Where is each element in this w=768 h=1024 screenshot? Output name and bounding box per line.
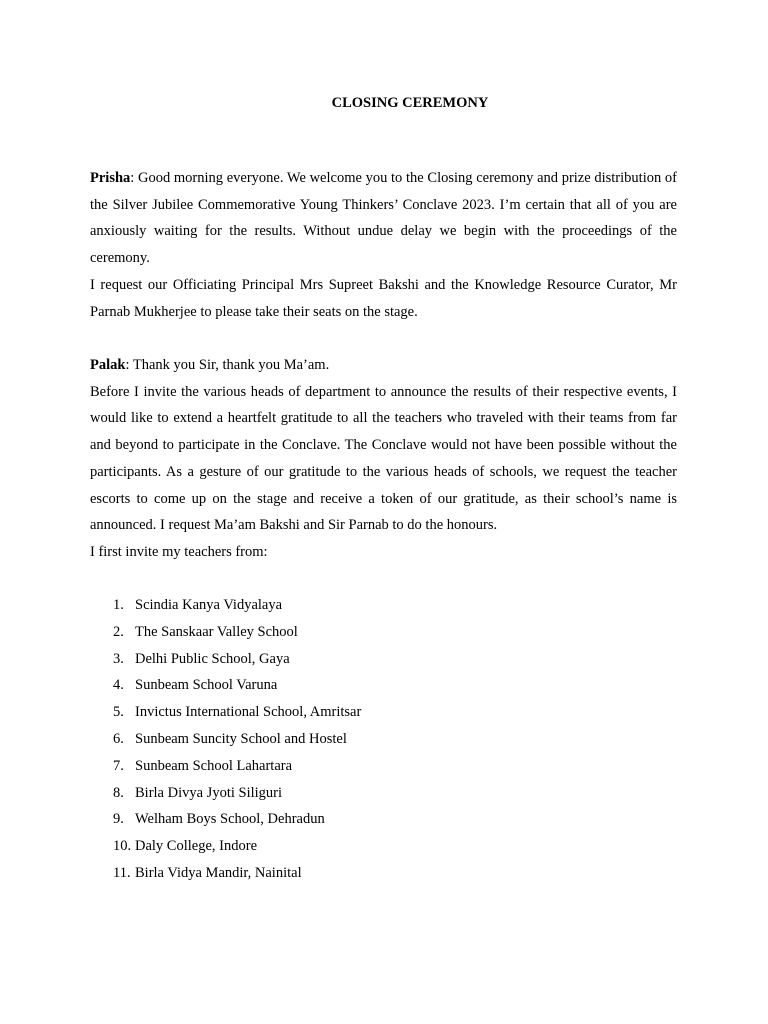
- school-name: Sunbeam Suncity School and Hostel: [135, 730, 347, 747]
- list-item-number: 8.: [113, 784, 124, 801]
- palak-greeting-paragraph: [90, 352, 677, 379]
- list-item: [90, 726, 590, 753]
- list-item-number: 1.: [113, 597, 124, 613]
- school-name: Birla Vidya Mandir, Nainital: [135, 864, 302, 881]
- school-name: Scindia Kanya Vidyalaya: [135, 597, 283, 613]
- list-item: [90, 753, 590, 780]
- list-item-number: 6.: [113, 730, 124, 747]
- prisha-paragraph: [90, 165, 677, 272]
- palak-text: : Thank you Sir, thank you Ma’am.: [125, 357, 330, 373]
- list-item: [90, 592, 590, 619]
- list-item: [90, 806, 590, 833]
- list-item-number: 10.: [113, 838, 132, 855]
- list-item-number: 4.: [113, 677, 124, 694]
- list-item: [90, 860, 590, 887]
- prisha-section: [90, 165, 677, 325]
- school-name: Sunbeam School Lahartara: [135, 757, 293, 774]
- palak-invite-paragraph: I first invite my teachers from:: [90, 543, 268, 560]
- school-name: Birla Divya Jyoti Siliguri: [135, 784, 283, 801]
- prisha-text: : Good morning everyone. We welcome you to the Closing ceremony and prize distribution of the Silver Jubilee Commemorative Young Thinkers’ Conclave 2023. I’m certain that all of you are anxiously waiting for the results. Without undue delay we begin with the proceedings of the ceremony.: [90, 170, 677, 267]
- school-name: Daly College, Indore: [135, 838, 258, 855]
- list-item: [90, 780, 590, 807]
- list-item-number: 3.: [113, 650, 124, 667]
- list-item: [90, 833, 590, 860]
- speaker-name-prisha: Prisha: [90, 170, 131, 186]
- speaker-name-palak: Palak: [90, 357, 126, 373]
- palak-section: [90, 352, 677, 566]
- list-item: [90, 672, 590, 699]
- school-name: Sunbeam School Varuna: [135, 677, 278, 694]
- palak-body-paragraph: Before I invite the various heads of department to announce the results of their respective events, I would like to extend a heartfelt gratitude to all the teachers who traveled with their teams from far and beyond to participate in the Conclave. The Conclave would not have been possible without the participants. As a gesture of our gratitude to the various heads of schools, we request the teacher escorts to come up on the stage and receive a token of our gratitude, as their school’s name is announced. I request Ma’am Bakshi and Sir Parnab to do the honours.: [90, 383, 677, 534]
- list-item-number: 7.: [113, 757, 124, 774]
- prisha-request-paragraph: I request our Officiating Principal Mrs Supreet Bakshi and the Knowledge Resource Curator, Mr Parnab Mukherjee to please take their seats on the stage.: [90, 276, 677, 320]
- list-item: [90, 619, 590, 646]
- school-name: Welham Boys School, Dehradun: [135, 811, 325, 828]
- school-list: [90, 592, 590, 887]
- page-title: CLOSING CEREMONY: [331, 95, 489, 111]
- list-item-number: 11.: [113, 864, 131, 881]
- list-item-number: 9.: [113, 811, 124, 828]
- list-item-number: 2.: [113, 623, 124, 640]
- school-name: The Sanskaar Valley School: [135, 623, 298, 640]
- list-item: [90, 699, 590, 726]
- school-name: Delhi Public School, Gaya: [135, 650, 290, 667]
- list-item-number: 5.: [113, 704, 124, 721]
- list-item: [90, 646, 590, 673]
- school-name: Invictus International School, Amritsar: [135, 704, 362, 721]
